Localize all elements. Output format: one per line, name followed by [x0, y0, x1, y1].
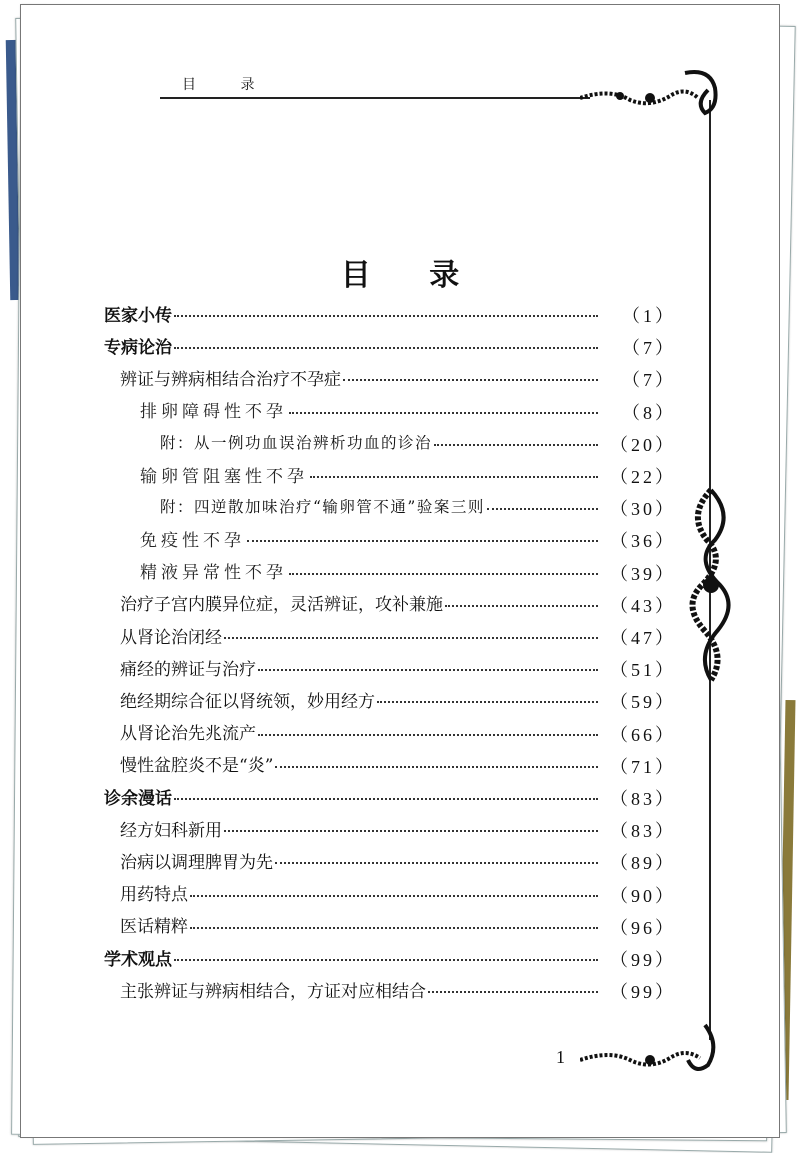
toc-entry-title: 医话精粹 [120, 917, 188, 938]
toc-entry-page: （99） [610, 982, 676, 1003]
toc-entry-page: （96） [610, 917, 676, 938]
dot-leader [258, 734, 598, 736]
dot-leader [275, 766, 598, 768]
dot-leader [190, 927, 598, 929]
toc-entry[interactable] [104, 330, 600, 360]
dot-leader [343, 379, 598, 381]
toc-entry[interactable] [104, 781, 600, 811]
dot-leader [310, 476, 598, 478]
dot-leader [247, 540, 598, 542]
dot-leader [190, 895, 598, 897]
toc-entry-title: 从肾论治先兆流产 [120, 724, 256, 745]
dot-leader [487, 508, 598, 510]
running-header: 目 录 [182, 77, 275, 93]
toc-entry-page: （59） [610, 692, 676, 713]
toc-entry-title: 排卵障碍性不孕 [140, 402, 287, 423]
toc-entry[interactable] [160, 491, 600, 521]
toc-entry[interactable] [140, 556, 600, 586]
header-rule [160, 97, 590, 99]
toc-entry-title: 从肾论治闭经 [120, 627, 222, 648]
toc-entry[interactable] [140, 459, 600, 489]
dot-leader [258, 669, 598, 671]
toc-entry[interactable] [160, 427, 600, 457]
dot-leader [224, 637, 598, 639]
toc-entry-page: （7） [622, 370, 676, 391]
toc-entry-title: 医家小传 [104, 305, 172, 326]
toc-entry[interactable] [140, 395, 600, 425]
toc-entry[interactable] [120, 813, 600, 843]
toc-entry-page: （51） [610, 660, 676, 681]
toc-entry-page: （43） [610, 595, 676, 616]
dot-leader [434, 444, 598, 446]
toc-entry[interactable] [104, 298, 600, 328]
toc-entry-page: （36） [610, 531, 676, 552]
toc-entry-page: （8） [622, 402, 676, 423]
toc-entry-title: 附：从一例功血误治辨析功血的诊治 [160, 433, 433, 452]
dot-leader [174, 959, 598, 961]
toc-entry-title: 免疫性不孕 [140, 530, 245, 551]
page-title: 目 录 [340, 258, 484, 293]
toc-entry-title: 绝经期综合征以肾统领，妙用经方 [120, 691, 375, 712]
toc-entry-title: 辨证与辨病相结合治疗不孕症 [120, 369, 341, 390]
toc-entry-page: （47） [610, 628, 676, 648]
toc-entry-title: 治疗子宫内膜异位症，灵活辨证，攻补兼施 [120, 595, 443, 616]
toc-entry[interactable] [120, 910, 600, 940]
toc-entry[interactable] [120, 684, 600, 714]
toc-entry[interactable] [104, 942, 600, 972]
toc-entry[interactable] [120, 362, 600, 392]
toc-entry[interactable] [120, 974, 600, 1004]
dot-leader [224, 830, 598, 832]
toc-entry[interactable] [120, 845, 600, 875]
toc-entry-page: （22） [610, 467, 676, 487]
toc-entry-title: 精液异常性不孕 [140, 563, 287, 584]
toc-entry-page: （90） [610, 885, 676, 906]
toc-entry-title: 痛经的辨证与治疗 [120, 659, 256, 680]
side-ornament-icon [682, 485, 740, 685]
toc-entry[interactable] [120, 749, 600, 779]
dot-leader [174, 347, 598, 349]
toc-entry-page: （89） [610, 853, 676, 874]
toc-entry-title: 经方妇科新用 [120, 820, 222, 841]
toc-entry-page: （99） [610, 950, 676, 970]
dot-leader [275, 862, 598, 864]
dot-leader [428, 991, 598, 993]
toc-entry-title: 主张辨证与辨病相结合，方证对应相结合 [120, 981, 426, 1002]
toc-entry-title: 输卵管阻塞性不孕 [140, 466, 308, 487]
dot-leader [174, 315, 598, 317]
toc-entry-title: 附：四逆散加味治疗“输卵管不通”验案三则 [160, 498, 485, 517]
toc-entry-title: 治病以调理脾胃为先 [120, 852, 273, 873]
toc-entry-page: （66） [610, 724, 676, 745]
toc-entry-page: （7） [622, 338, 676, 359]
toc-entry[interactable] [120, 878, 600, 908]
toc-entry-title: 用药特点 [120, 885, 188, 906]
toc-entry[interactable] [120, 620, 600, 650]
toc-entry-page: （71） [610, 756, 676, 777]
toc-entry[interactable] [140, 523, 600, 553]
toc-entry[interactable] [120, 717, 600, 747]
dot-leader [289, 412, 598, 414]
toc-entry[interactable] [120, 652, 600, 682]
toc-entry[interactable] [120, 588, 600, 618]
toc-entry-page: （83） [610, 821, 676, 842]
dot-leader [445, 605, 598, 607]
toc-entry-title: 慢性盆腔炎不是“炎” [120, 756, 274, 777]
toc-entry-title: 诊余漫话 [104, 788, 172, 809]
page-number: 1 [556, 1047, 565, 1067]
toc-entry-page: （1） [622, 306, 676, 326]
dot-leader [174, 798, 598, 800]
corner-ornament-icon [580, 68, 720, 118]
dot-leader [289, 573, 598, 575]
toc-entry-title: 专病论治 [104, 337, 172, 358]
toc-entry-title: 学术观点 [104, 949, 172, 970]
toc-entry-page: （83） [610, 789, 676, 809]
toc-entry-page: （20） [610, 434, 676, 455]
dot-leader [377, 701, 598, 703]
toc-entry-page: （39） [610, 563, 676, 584]
toc-entry-page: （30） [610, 499, 676, 520]
corner-ornament-icon [580, 1020, 720, 1075]
